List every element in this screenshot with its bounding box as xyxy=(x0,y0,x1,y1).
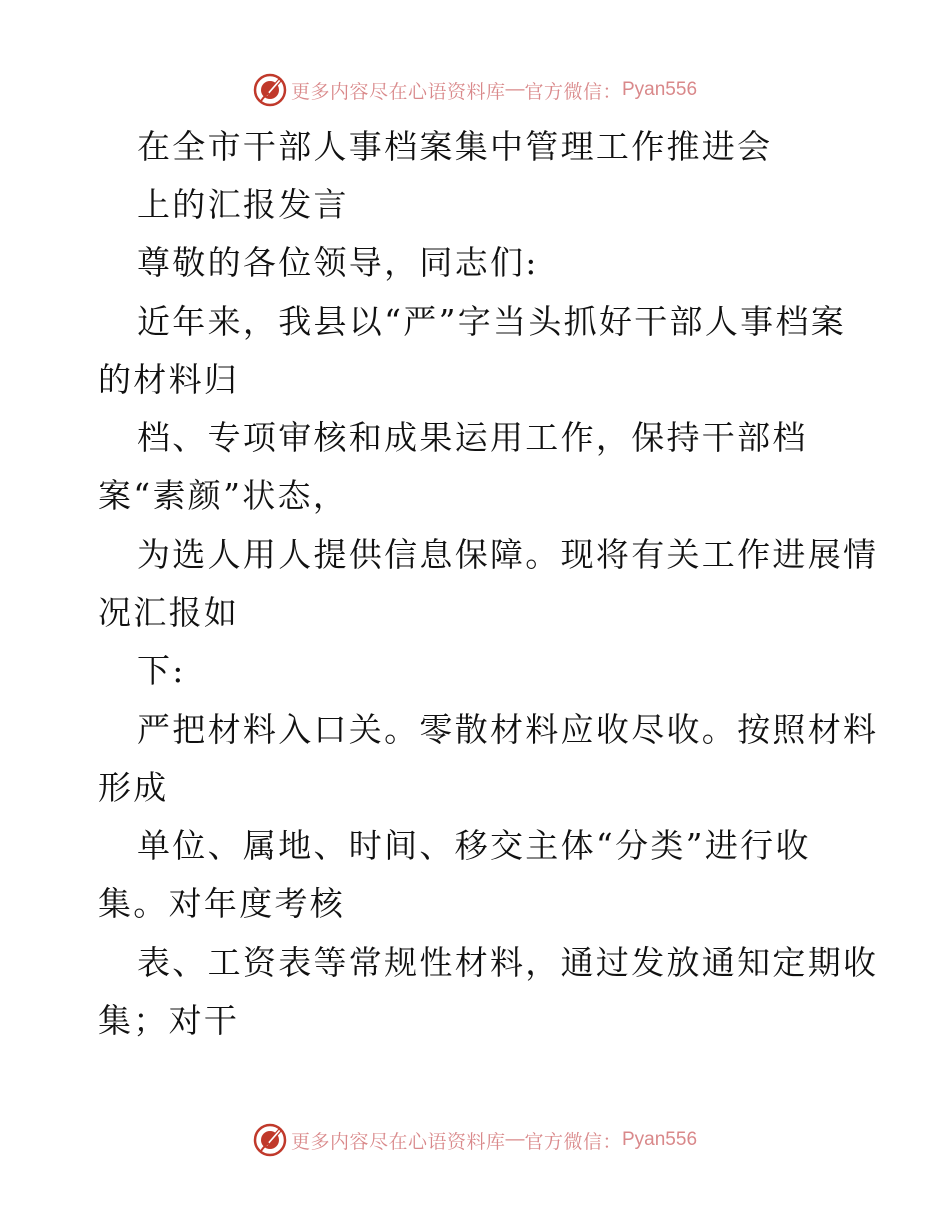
watermark-dash: — xyxy=(505,1129,525,1150)
text-line: 况汇报如 xyxy=(98,593,240,632)
header-watermark xyxy=(0,70,950,110)
salutation-line: 尊敬的各位领导，同志们: xyxy=(137,243,539,282)
footer-watermark xyxy=(0,1120,950,1160)
text-line: 为选人用人提供信息保障。现将有关工作进展情 xyxy=(137,535,879,574)
text-line: 的材料归 xyxy=(98,360,240,399)
text-line: 严把材料入口关。零散材料应收尽收。按照材料 xyxy=(137,710,879,749)
text-line: 案“素颜”状态， xyxy=(98,476,349,515)
quill-logo-icon xyxy=(253,73,287,107)
text-line: 下: xyxy=(137,651,186,690)
text-line: 集；对干 xyxy=(98,1001,240,1040)
text-line: 表、工资表等常规性材料，通过发放通知定期收 xyxy=(137,943,879,982)
watermark-id: Pyan556 xyxy=(622,79,698,100)
watermark-label: 官方微信： xyxy=(524,80,622,103)
watermark-text: 更多内容尽在心语资料库 xyxy=(290,1130,506,1153)
watermark-id: Pyan556 xyxy=(622,1129,698,1150)
text-line: 集。对年度考核 xyxy=(98,884,346,923)
watermark-dash: — xyxy=(505,79,525,100)
title-line-2: 上的汇报发言 xyxy=(137,185,349,224)
text-line: 近年来，我县以“严”字当头抓好干部人事档案 xyxy=(137,302,847,341)
watermark-text: 更多内容尽在心语资料库 xyxy=(290,80,506,103)
text-line: 单位、属地、时间、移交主体“分类”进行收 xyxy=(137,826,811,865)
text-line: 档、专项审核和成果运用工作，保持干部档 xyxy=(137,418,808,457)
watermark-label: 官方微信： xyxy=(524,1130,622,1153)
title-line-1: 在全市干部人事档案集中管理工作推进会 xyxy=(137,127,773,166)
text-line: 形成 xyxy=(98,768,169,807)
quill-logo-icon xyxy=(253,1123,287,1157)
